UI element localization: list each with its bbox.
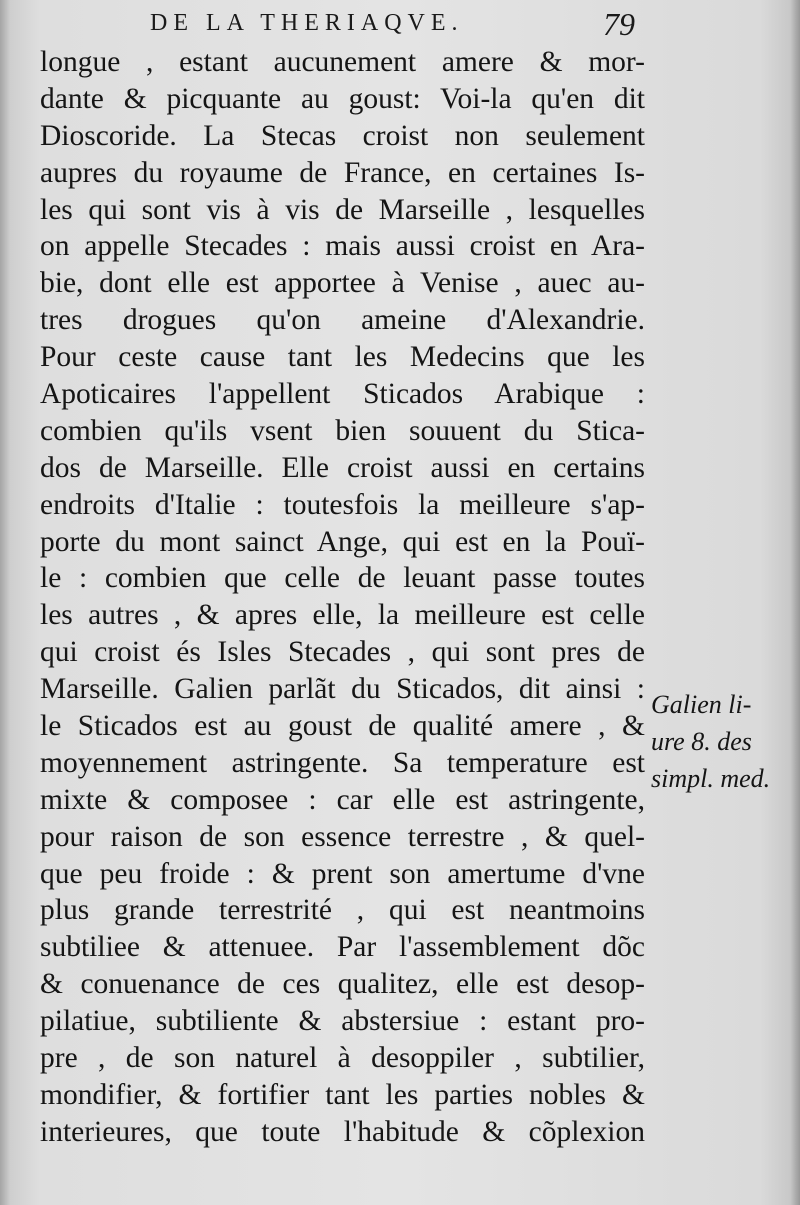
- text-line: le Sticados est au goust de qualité amere , &: [40, 710, 645, 743]
- text-line: on appelle Stecades : mais aussi croist en Ara-: [40, 230, 645, 263]
- text-line: Pour ceste cause tant les Medecins que les: [40, 341, 645, 374]
- text-line: pilatiue, subtiliente & abstersiue : estant pro-: [40, 1005, 645, 1038]
- text-line: dos de Marseille. Elle croist aussi en certains: [40, 451, 645, 484]
- text-line: Apoticaires l'appellent Sticados Arabique :: [40, 378, 645, 411]
- text-line: Marseille. Galien parlãt du Sticados, dit ainsi :: [40, 673, 645, 706]
- text-line: que peu froide : & prent son amertume d'vne: [40, 857, 645, 890]
- text-line: mixte & composee : car elle est astringente,: [40, 783, 645, 816]
- text-line: Dioscoride. La Stecas croist non seulement: [40, 119, 645, 152]
- text-line: endroits d'Italie : toutesfois la meilleure s'ap-: [40, 488, 645, 521]
- text-line: aupres du royaume de France, en certaines Is-: [40, 156, 645, 189]
- right-page-edge: [790, 0, 800, 1205]
- text-line: pour raison de son essence terrestre , & quel-: [40, 820, 645, 853]
- left-page-edge: [0, 0, 10, 1205]
- text-line: les qui sont vis à vis de Marseille , lesquelles: [40, 193, 645, 226]
- margin-note-line: Galien li-: [651, 690, 752, 719]
- margin-note-line: simpl. med.: [651, 763, 771, 793]
- margin-note-line: ure 8. des: [651, 726, 752, 756]
- text-line: qui croist és Isles Stecades , qui sont pres de: [40, 636, 645, 669]
- text-line: pre , de son naturel à desoppiler , subtilier,: [40, 1042, 645, 1075]
- text-line: bie, dont elle est apportee à Venise , auec au-: [40, 267, 645, 300]
- page-number: 79: [603, 6, 635, 42]
- running-title: DE LA THERIAQVE.: [150, 10, 464, 36]
- page-header: [150, 6, 635, 46]
- text-line: porte du mont sainct Ange, qui est en la Pouï-: [40, 525, 645, 558]
- text-line: moyennement astringente. Sa temperature est: [40, 746, 645, 779]
- text-line: les autres , & apres elle, la meilleure est celle: [40, 599, 645, 632]
- main-text-block: [40, 44, 645, 1151]
- text-line: subtiliee & attenuee. Par l'assemblement dõc: [40, 931, 645, 964]
- text-line: mondifier, & fortifier tant les parties nobles &: [40, 1078, 645, 1111]
- text-line: combien qu'ils vsent bien souuent du Stica-: [40, 414, 645, 447]
- text-line: dante & picquante au goust: Voi-la qu'en dit: [40, 82, 645, 115]
- text-line: le : combien que celle de leuant passe toutes: [40, 562, 645, 595]
- text-line last-line: interieures, que toute l'habitude & cõplexion: [40, 1115, 645, 1148]
- text-line: longue , estant aucunement amere & mor-: [40, 46, 645, 78]
- text-line: tres drogues qu'on ameine d'Alexandrie.: [40, 304, 645, 337]
- margin-note: [651, 687, 796, 798]
- text-line: & conuenance de ces qualitez, elle est desop-: [40, 968, 645, 1001]
- text-line: plus grande terrestrité , qui est neantmoins: [40, 894, 645, 927]
